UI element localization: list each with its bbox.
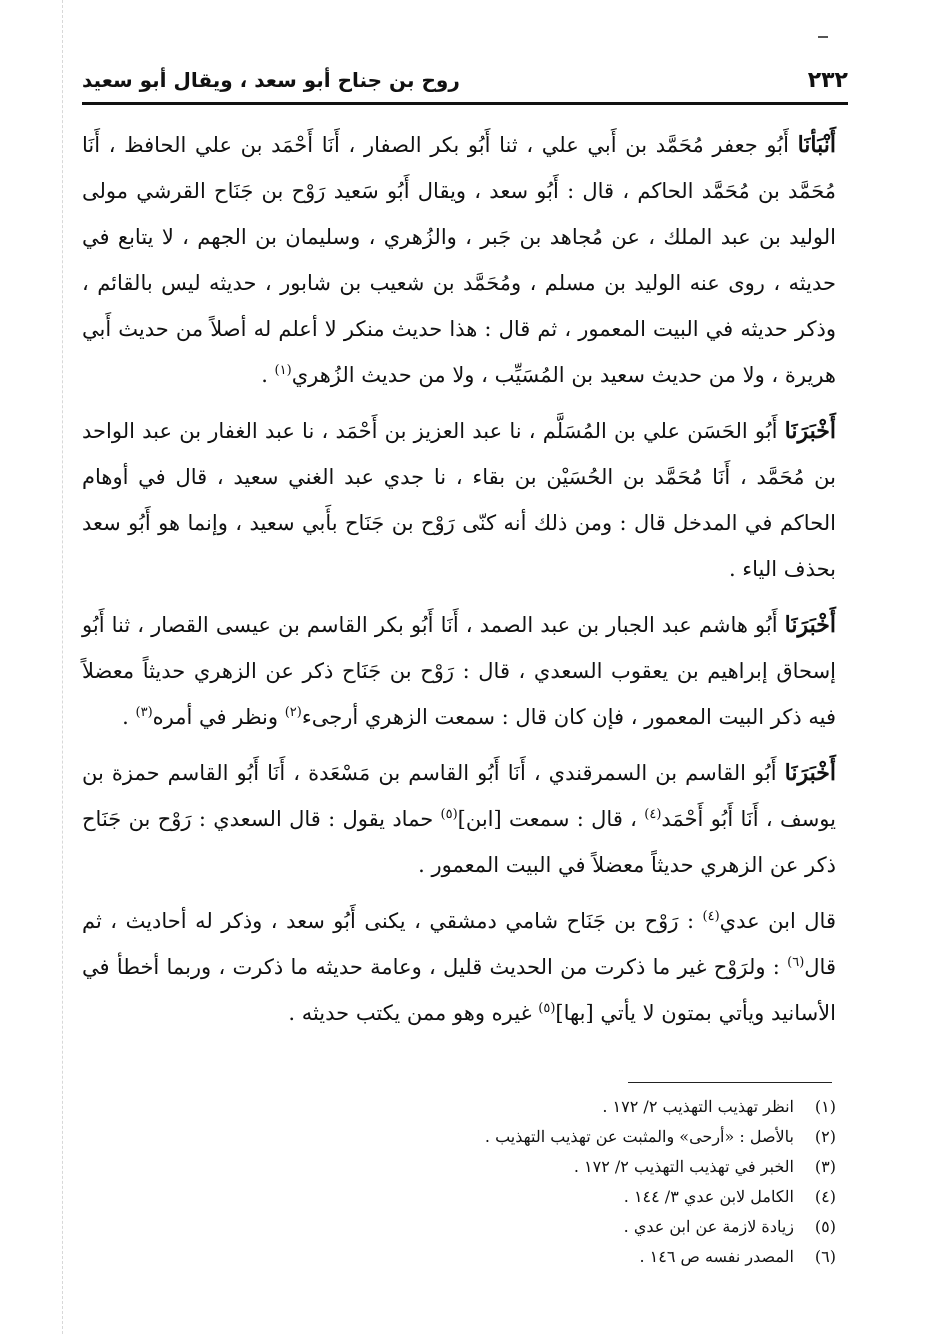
- paragraph-tail: حماد يقول : قال السعدي : رَوْح بن جَنَاح ذكر عن الزهري حديثاً معضلاً في البيت المعمور .: [82, 807, 836, 877]
- paragraph-2: [82, 408, 836, 592]
- paragraph-lead: أَنْبَأنَا: [797, 132, 836, 158]
- paragraph-lead: أَخْبَرَنَا: [784, 418, 836, 444]
- paragraph-text-cont: ونظر في أمره: [152, 705, 285, 729]
- paragraph-4: [82, 750, 836, 888]
- paragraph-tail: .: [261, 363, 275, 387]
- footnote-number: (٤): [814, 1187, 836, 1206]
- footnote-text: زيادة لازمة عن ابن عدي .: [623, 1217, 794, 1236]
- footnote-ref: (٢): [284, 705, 302, 720]
- paragraph-text-cont: : ولرَوْح غير ما ذكرت من الحديث قليل ، وعامة حديثه ما ذكرت ، وربما أخطأ في الأسانيد ويأتي بمتون لا يأتي [بها]: [82, 955, 836, 1025]
- paragraph-text: قال ابن عدي: [719, 909, 836, 933]
- footnote-text: المصدر نفسه ص ١٤٦ .: [639, 1247, 794, 1266]
- paragraph-text: أَبُو جعفر مُحَمَّد بن أَبي علي ، ثنا أَبُو بكر الصفار ، أَنَا أَحْمَد بن علي الحافظ ، أَنَا مُحَمَّد بن مُحَمَّد الحاكم ، قال : أَبُو سعد ، ويقال أَبُو سَعيد رَوْح بن جَنَاح القرشي مولى الوليد بن عبد الملك ، عن مُجاهد بن جَبر ، والزُهري ، وسليمان بن الجهم ، لا يتابع في حديثه ، روى عنه الوليد بن مسلم ، ومُحَمَّد بن شعيب بن شابور ، حديثه ليس بالقائم ، وذكر حديثه في البيت المعمور ، ثم قال : هذا حديث منكر لا أعلم له أصلاً من حديث أَبي هريرة ، ولا من حديث سعيد بن المُسَيِّب ، ولا من حديث الزُهري: [82, 133, 837, 387]
- paragraph-tail: غيره وهو ممن يكتب حديثه .: [288, 1001, 539, 1025]
- footnote-item: [300, 1242, 836, 1272]
- footnote-ref: (٥): [440, 807, 458, 822]
- footnote-text: انظر تهذيب التهذيب ٢/ ١٧٢ .: [602, 1097, 794, 1116]
- paragraph-text-cont: ، قال : سمعت [ابن]: [457, 807, 645, 831]
- footnote-ref: (٦): [787, 955, 805, 970]
- footnote-ref: (٣): [135, 705, 153, 720]
- footnote-ref: (٥): [538, 1001, 556, 1016]
- scan-corner-mark: [818, 36, 828, 38]
- paragraph-tail: .: [122, 705, 136, 729]
- page-number: ٢٣٢: [807, 68, 848, 93]
- footnotes: [300, 1092, 836, 1272]
- paragraph-text: أَبُو القاسم بن السمرقندي ، أَنَا أَبُو القاسم بن مَسْعَدة ، أَنَا أَبُو القاسم حمزة بن يوسف ، أَنَا أَبُو أَحْمَد: [82, 761, 837, 831]
- paragraph-text: أَبُو الحَسَن علي بن المُسَلَّم ، نا عبد العزيز بن أَحْمَد ، نا عبد الغفار بن عبد الواحد بن مُحَمَّد ، أَنَا مُحَمَّد بن الحُسَيْن بن بقاء ، نا جدي عبد الغني سعيد ، قال في أوهام الحاكم في المدخل قال : ومن ذلك أنه كنّى رَوْح بن جَنَاح بأَبي سعيد ، وإنما هو أَبُو سعد بحذف الياء .: [82, 419, 836, 581]
- paragraph-lead: أَخْبَرَنَا: [784, 760, 836, 786]
- footnote-ref: (٤): [644, 807, 662, 822]
- footnote-number: (٣): [814, 1157, 836, 1176]
- paragraph-1: [82, 122, 836, 398]
- footnote-number: (٦): [814, 1247, 836, 1266]
- footnote-number: (٥): [814, 1217, 836, 1236]
- scan-gutter-line: [62, 0, 63, 1334]
- footnote-number: (١): [814, 1097, 836, 1116]
- footnote-rule: [628, 1082, 832, 1083]
- main-text: [82, 122, 836, 1046]
- footnote-item: [300, 1212, 836, 1242]
- footnote-number: (٢): [814, 1127, 836, 1146]
- paragraph-5: [82, 898, 836, 1036]
- footnote-text: بالأصل : «أرحى» والمثبت عن تهذيب التهذيب .: [484, 1127, 794, 1146]
- footnote-item: [300, 1122, 836, 1152]
- footnote-ref: (٤): [702, 909, 720, 924]
- footnote-ref: (١): [274, 363, 292, 378]
- footnote-item: [300, 1092, 836, 1122]
- footnote-item: [300, 1182, 836, 1212]
- header-rule: [82, 102, 848, 105]
- running-title: روح بن جناح أبو سعد ، ويقال أبو سعيد: [82, 68, 460, 92]
- paragraph-lead: أَخْبَرَنَا: [784, 612, 836, 638]
- paragraph-3: [82, 602, 836, 740]
- paragraph-text-cont: : رَوْح بن جَنَاح شامي دمشقي ، يكنى أَبُو سعد ، وذكر له أحاديث ، ثم قال: [82, 909, 836, 979]
- paragraph-text: أَبُو هاشم عبد الجبار بن عبد الصمد ، أَنَا أَبُو بكر القاسم بن عيسى القصار ، ثنا أَبُو إسحاق إبراهيم بن يعقوب السعدي ، قال : رَوْح بن جَنَاح ذكر عن الزهري حديثاً معضلاً فيه ذكر البيت المعمور ، فإن كان قال : سمعت الزهري أرجىء: [82, 613, 836, 729]
- footnote-text: الكامل لابن عدي ٣/ ١٤٤ .: [623, 1187, 794, 1206]
- footnote-text: الخبر في تهذيب التهذيب ٢/ ١٧٢ .: [573, 1157, 794, 1176]
- footnote-item: [300, 1152, 836, 1182]
- page-header: [82, 66, 848, 102]
